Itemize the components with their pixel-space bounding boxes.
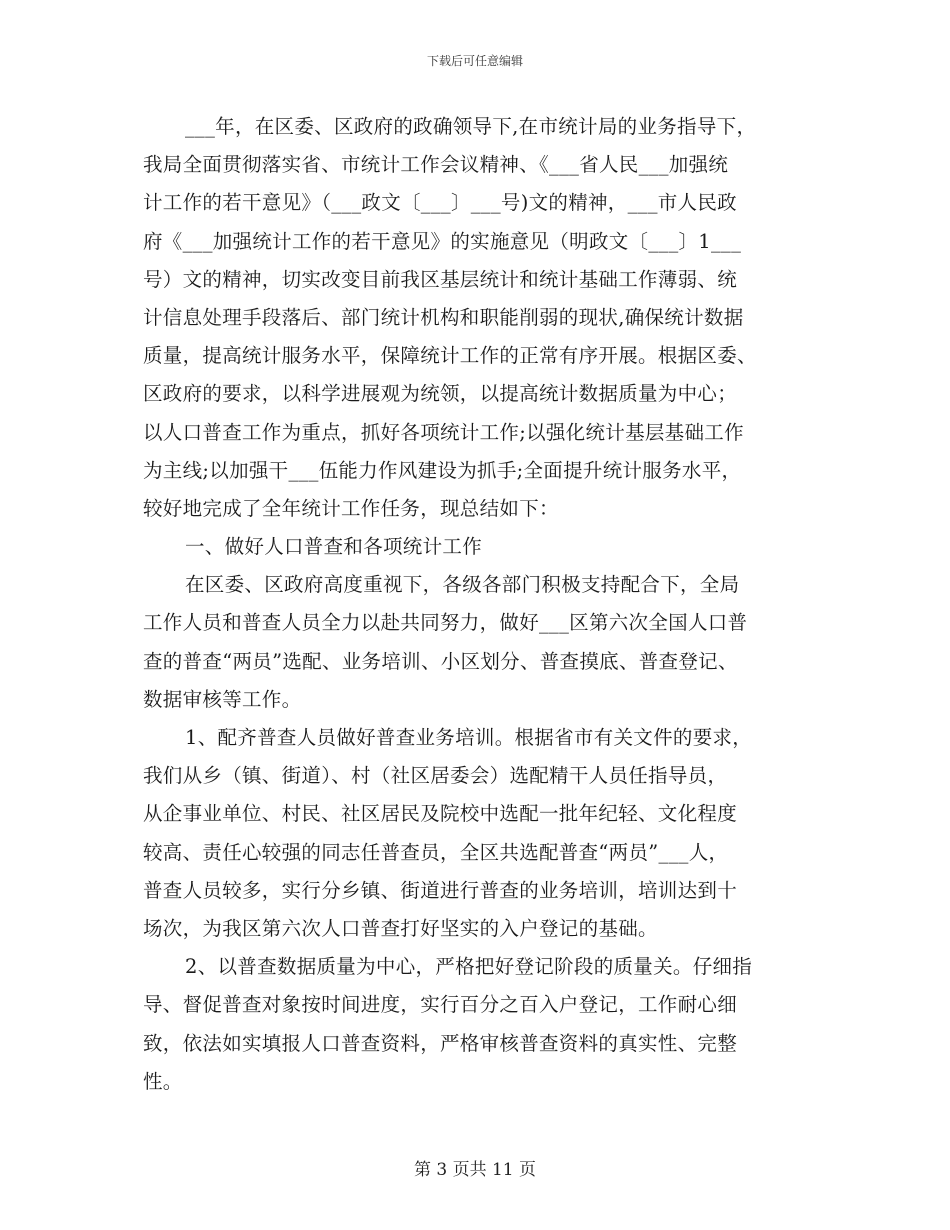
paragraph-line: 导、督促普查对象按时间进度，实行百分之百入户登记，工作耐心细 — [143, 993, 738, 1017]
paragraph-line: 查的普查“两员”选配、业务培训、小区划分、普查摸底、普查登记、 — [143, 649, 738, 673]
paragraph-line: 数据审核等工作。 — [143, 687, 302, 711]
paragraph-line: 计工作的若干意见》（___政文〔___〕___号)文的精神，___市人民政 — [143, 191, 737, 215]
paragraph-line: 为主线;以加强干___伍能力作风建设为抓手;全面提升统计服务水平， — [143, 458, 742, 482]
paragraph-line: 2、以普查数据质量为中心，严格把好登记阶段的质量关。仔细指 — [185, 955, 753, 979]
paragraph-line: 致，依法如实填报人口普查资料，严格审核普查资料的真实性、完整 — [143, 1031, 738, 1055]
paragraph-line: 场次，为我区第六次人口普查打好坚实的入户登记的基础。 — [143, 916, 658, 940]
paragraph-line: 较高、责任心较强的同志任普查员，全区共选配普查“两员”___人， — [143, 840, 729, 864]
paragraph-line: 号）文的精神，切实改变目前我区基层统计和统计基础工作薄弱、统 — [143, 267, 738, 291]
paragraph-line: 以人口普查工作为重点，抓好各项统计工作;以强化统计基层基础工作 — [143, 420, 744, 444]
paragraph-line: 计信息处理手段落后、部门统计机构和职能削弱的现状,确保统计数据 — [143, 305, 744, 329]
paragraph-line: 区政府的要求，以科学进展观为统领，以提高统计数据质量为中心； — [143, 382, 738, 406]
paragraph-line: 在区委、区政府高度重视下，各级各部门积极支持配合下，全局 — [185, 573, 740, 597]
paragraph-line: 普查人员较多，实行分乡镇、街道进行普查的业务培训，培训达到十 — [143, 878, 738, 902]
paragraph-line: 质量，提高统计服务水平，保障统计工作的正常有序开展。根据区委、 — [143, 344, 757, 368]
page-header: 下载后可任意编辑 — [426, 54, 523, 68]
paragraph-line: 我局全面贯彻落实省、市统计工作会议精神、《___省人民___加强统 — [143, 153, 729, 177]
paragraph-line: 府《___加强统计工作的若干意见》的实施意见（明政文〔___〕1___ — [143, 229, 742, 253]
section-heading: 一、做好人口普查和各项统计工作 — [185, 535, 483, 559]
document-body — [143, 108, 811, 1101]
paragraph-line: 较好地完成了全年统计工作任务，现总结如下： — [143, 496, 559, 520]
paragraph-line: 从企事业单位、村民、社区居民及院校中选配一批年纪轻、文化程度 — [143, 802, 738, 826]
paragraph-line: 工作人员和普查人员全力以赴共同努力，做好___区第六次全国人口普 — [143, 611, 748, 635]
paragraph-line: 1、配齐普查人员做好普查业务培训。根据省市有关文件的要求， — [185, 726, 753, 749]
paragraph-line: 我们从乡（镇、街道）、村（社区居委会）选配精干人员任指导员， — [143, 764, 728, 788]
paragraph-line: 性。 — [143, 1069, 183, 1093]
paragraph-line: ___年，在区委、区政府的政确领导下,在市统计局的业务指导下， — [185, 115, 757, 138]
page-number: 第 3 页共 11 页 — [413, 1160, 537, 1180]
